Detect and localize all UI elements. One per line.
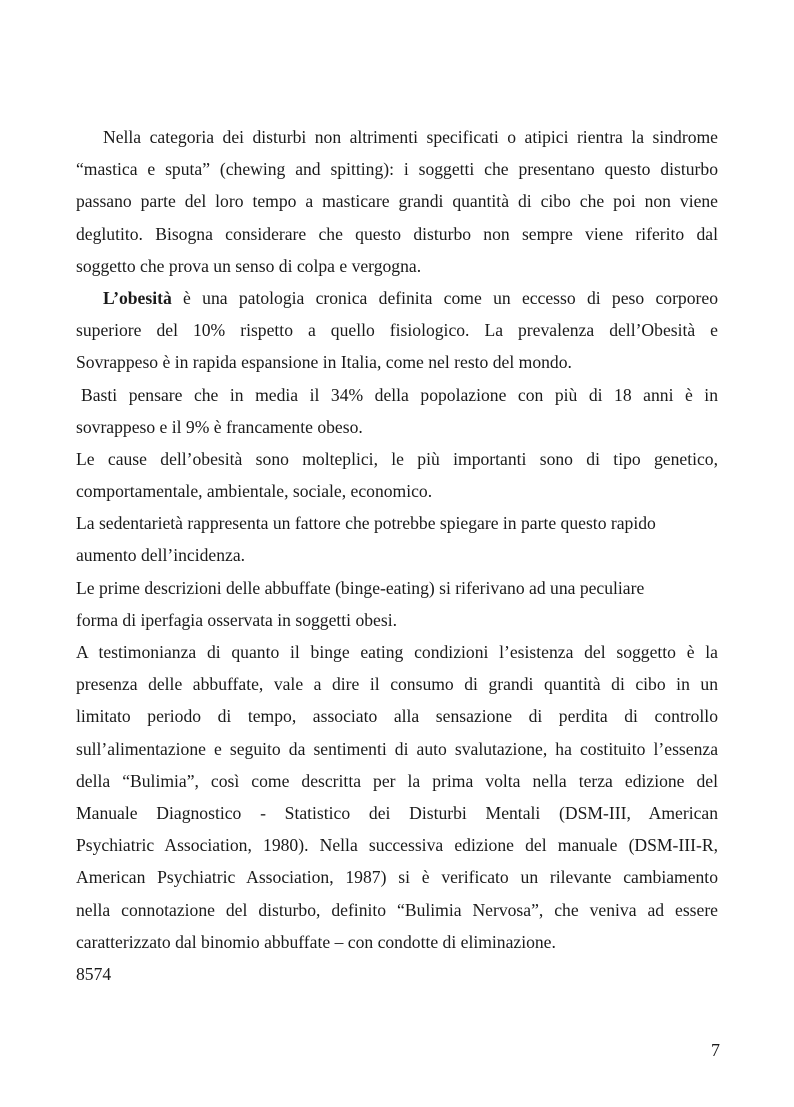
paragraph-line: forma di iperfagia osservata in soggetti obesi. bbox=[76, 609, 397, 630]
paragraph-line: A testimonianza di quanto il binge eating condizioni l’esistenza del soggetto è la bbox=[76, 642, 718, 662]
paragraph-line: “mastica e sputa” (chewing and spitting): i soggetti che presentano questo disturbo bbox=[76, 159, 718, 180]
paragraph-line: Psychiatric Association, 1980). Nella successiva edizione del manuale (DSM-III-R, bbox=[76, 835, 718, 856]
paragraph-line-rest: è una patologia cronica definita come un eccesso di peso corporeo bbox=[171, 287, 718, 308]
paragraph-line: limitato periodo di tempo, associato alla sensazione di perdita di controllo bbox=[76, 706, 718, 727]
paragraph-line: sull’alimentazione e seguito da sentimenti di auto svalutazione, ha costituito l’essenza bbox=[76, 738, 718, 759]
paragraph-line: Basti pensare che in media il 34% della popolazione con più di 18 anni è in bbox=[81, 384, 718, 405]
paragraph-line: sovrappeso e il 9% è francamente obeso. bbox=[76, 416, 363, 437]
page-number: 7 bbox=[711, 1040, 720, 1060]
paragraph-line: Manuale Diagnostico - Statistico dei Disturbi Mentali (DSM-III, American bbox=[76, 802, 718, 823]
paragraph-line: Nella categoria dei disturbi non altrimenti specificati o atipici rientra la sindrome bbox=[103, 127, 718, 147]
paragraph-line: superiore del 10% rispetto a quello fisiologico. La prevalenza dell’Obesità e bbox=[76, 320, 718, 341]
paragraph-line: La sedentarietà rappresenta un fattore che potrebbe spiegare in parte questo rapido bbox=[76, 513, 656, 534]
paragraph-line bbox=[76, 282, 718, 314]
paragraph-line: Sovrappeso è in rapida espansione in Italia, come nel resto del mondo. bbox=[76, 352, 572, 373]
paragraph-line: Le prime descrizioni delle abbuffate (binge-eating) si riferivano ad una peculiare bbox=[76, 577, 645, 598]
paragraph-line: nella connotazione del disturbo, definito “Bulimia Nervosa”, che veniva ad essere bbox=[76, 899, 718, 920]
body-text bbox=[76, 121, 718, 990]
paragraph-line: American Psychiatric Association, 1987) si è verificato un rilevante cambiamento bbox=[76, 867, 718, 888]
reference-number: 8574 bbox=[76, 963, 112, 984]
paragraph-line: Le cause dell’obesità sono molteplici, le più importanti sono di tipo genetico, bbox=[76, 448, 718, 469]
paragraph-line: della “Bulimia”, così come descritta per la prima volta nella terza edizione del bbox=[76, 770, 718, 791]
paragraph-line: soggetto che prova un senso di colpa e vergogna. bbox=[76, 255, 422, 276]
paragraph-line: deglutito. Bisogna considerare che questo disturbo non sempre viene riferito dal bbox=[76, 223, 718, 244]
bold-term-obesita: L’obesità bbox=[103, 287, 172, 308]
paragraph-line: caratterizzato dal binomio abbuffate – con condotte di eliminazione. bbox=[76, 931, 556, 952]
paragraph-line: comportamentale, ambientale, sociale, economico. bbox=[76, 481, 433, 502]
paragraph-line: passano parte del loro tempo a masticare grandi quantità di cibo che poi non viene bbox=[76, 191, 718, 212]
paragraph-line: presenza delle abbuffate, vale a dire il consumo di grandi quantità di cibo in un bbox=[76, 674, 718, 695]
paragraph-line: aumento dell’incidenza. bbox=[76, 545, 246, 566]
